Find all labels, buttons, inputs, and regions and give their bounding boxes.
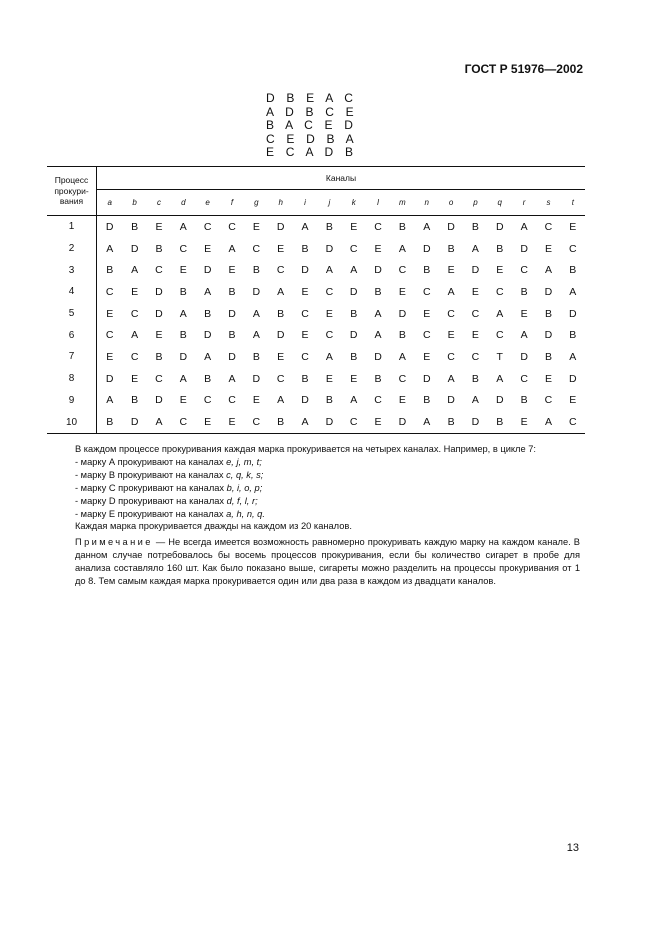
summary-line: - марку Е прокуривают на каналах a, h, n, q.: [75, 508, 265, 519]
table-cell: B: [179, 329, 187, 342]
channel-letter: s: [536, 190, 560, 216]
table-cell: A: [544, 264, 552, 277]
table-cell: B: [569, 264, 577, 277]
table-cell: D: [495, 394, 504, 407]
table-cell: B: [277, 307, 285, 320]
channel-letter: n: [415, 190, 439, 216]
table-cell: D: [203, 264, 212, 277]
table-cell: C: [447, 307, 455, 320]
table-cell: E: [195, 411, 219, 433]
table-cell: E: [398, 394, 406, 407]
table-cell: C: [398, 264, 407, 277]
table-cell: D: [390, 411, 414, 433]
channel-letter: e: [195, 190, 219, 216]
table-cell: E: [447, 329, 455, 342]
channel-letter: m: [390, 190, 414, 216]
table-cell: C: [561, 411, 585, 433]
table-cell: C: [471, 307, 480, 320]
table-cell: D: [374, 350, 382, 363]
table-cell: B: [301, 242, 309, 255]
table-cell: B: [252, 264, 260, 277]
table-cell: C: [105, 329, 114, 342]
table-cell: D: [276, 220, 285, 233]
table-cell: C: [301, 350, 309, 363]
table-cell: E: [301, 285, 309, 298]
table-cell: E: [496, 264, 504, 277]
table-cell: B: [374, 285, 382, 298]
table-cell: E: [220, 411, 244, 433]
table-cell: A: [569, 285, 577, 298]
table-cell: A: [350, 264, 358, 277]
table-cell: C: [228, 220, 236, 233]
table-cell: E: [131, 285, 139, 298]
table-cell: C: [544, 220, 553, 233]
table-cell: A: [496, 372, 504, 385]
table-cell: D: [544, 285, 553, 298]
summary-block: [75, 443, 580, 533]
table-cell: E: [155, 220, 163, 233]
table-cell: D: [463, 411, 487, 433]
table-cell: D: [155, 394, 163, 407]
table-cell: D: [520, 350, 528, 363]
channel-letter: q: [488, 190, 512, 216]
table-cell: E: [179, 394, 187, 407]
channel-letter: d: [171, 190, 195, 216]
table-cell: A: [179, 307, 187, 320]
table-cell: C: [569, 242, 577, 255]
table-cell: D: [374, 264, 382, 277]
table-cell: A: [520, 220, 528, 233]
table-cell: T: [496, 350, 503, 363]
table-cell: C: [155, 264, 163, 277]
channel-letter: j: [317, 190, 341, 216]
latin-square: [266, 92, 358, 160]
summary-closing: Каждая марка прокуривается дважды на каждом из 20 каналов.: [75, 521, 352, 532]
table-cell: D: [179, 350, 188, 363]
table-cell: D: [569, 307, 577, 320]
table-cell: E: [423, 350, 431, 363]
table-cell: B: [374, 372, 382, 385]
channel-letters-row: [47, 190, 585, 216]
table-cell: D: [155, 307, 163, 320]
process-number: 6: [47, 324, 97, 346]
table-cell: B: [204, 307, 212, 320]
table-cell: E: [277, 350, 285, 363]
page-number: 13: [566, 842, 579, 854]
table-row: [47, 238, 585, 260]
table-cell: E: [447, 264, 455, 277]
table-cell: C: [276, 264, 285, 277]
table-cell: D: [105, 220, 114, 233]
table-cell: D: [228, 307, 236, 320]
table-cell: E: [325, 307, 333, 320]
table-cell: E: [301, 329, 309, 342]
table-cell: B: [228, 285, 236, 298]
table-cell: A: [447, 372, 455, 385]
channel-letter: l: [366, 190, 390, 216]
channel-letter: i: [293, 190, 317, 216]
table-cell: E: [569, 220, 577, 233]
table-cell: B: [488, 411, 512, 433]
table-cell: E: [155, 329, 163, 342]
table-cell: A: [147, 411, 171, 433]
table-cell: E: [374, 242, 382, 255]
table-cell: C: [203, 394, 212, 407]
channel-letter: h: [269, 190, 293, 216]
table-cell: E: [520, 307, 528, 320]
table-cell: D: [422, 242, 431, 255]
channel-letter: c: [147, 190, 171, 216]
table-cell: A: [293, 411, 317, 433]
table-cell: C: [244, 411, 268, 433]
note-text: — Не всегда имеется возможность равномерно прокуривать каждую марку на каждом канале. В данном случае потребовалось бы восемь процессов прокуривания, если бы количество сигарет в пробе для анализа составляло 160 шт. Как было показано выше, сигареты можно разделить на процессы прокуривания от 1 до 8. Тем самым каждая марка прокуривается один или два раза в каждом из двадцати каналов.: [75, 537, 580, 586]
matrix-row: B A C E D: [266, 118, 358, 133]
table-cell: A: [447, 285, 455, 298]
table-cell: D: [520, 242, 528, 255]
table-cell: C: [276, 372, 285, 385]
table-cell: D: [203, 329, 212, 342]
table-cell: C: [301, 307, 309, 320]
table-cell: A: [471, 242, 479, 255]
table-cell: D: [447, 394, 455, 407]
table-cell: A: [131, 329, 139, 342]
table-cell: B: [544, 350, 552, 363]
channel-letter: f: [220, 190, 244, 216]
table-cell: C: [471, 350, 480, 363]
table-cell: A: [179, 372, 187, 385]
channel-letter: k: [342, 190, 366, 216]
table-cell: B: [544, 307, 552, 320]
table-cell: C: [228, 394, 236, 407]
process-column-header: Процесс прокури- вания: [47, 167, 97, 216]
table-cell: E: [350, 220, 358, 233]
table-cell: B: [269, 411, 293, 433]
table-cell: D: [471, 264, 480, 277]
table-cell: A: [374, 307, 382, 320]
table-cell: E: [569, 394, 577, 407]
table-cell: B: [325, 394, 333, 407]
table-cell: C: [374, 220, 382, 233]
summary-line: - марку С прокуривают на каналах b, i, o, p;: [75, 482, 263, 493]
table-cell: A: [415, 411, 439, 433]
table-cell: B: [204, 372, 212, 385]
note-paragraph: [75, 536, 580, 588]
table-cell: A: [350, 394, 358, 407]
channel-letter: p: [463, 190, 487, 216]
table-cell: E: [106, 350, 114, 363]
table-cell: E: [544, 372, 552, 385]
table-cell: E: [423, 307, 431, 320]
table-cell: A: [423, 220, 431, 233]
table-cell: D: [155, 285, 163, 298]
table-cell: A: [106, 394, 114, 407]
process-number: 2: [47, 238, 97, 260]
table-cell: B: [179, 285, 187, 298]
summary-line: - марку А прокуривают на каналах e, j, m, t;: [75, 456, 262, 467]
process-number: 1: [47, 216, 97, 238]
table-cell: B: [228, 329, 236, 342]
table-cell: B: [155, 350, 163, 363]
table-cell: A: [398, 350, 406, 363]
table-cell: D: [325, 242, 334, 255]
table-cell: D: [495, 220, 504, 233]
table-cell: E: [398, 285, 406, 298]
table-body: [47, 216, 585, 434]
table-cell: E: [544, 242, 552, 255]
matrix-row: E C A D B: [266, 145, 358, 160]
table-row: [47, 390, 585, 412]
table-cell: C: [325, 329, 334, 342]
table-cell: E: [277, 242, 285, 255]
channel-letter: t: [561, 190, 585, 216]
table-cell: B: [131, 220, 139, 233]
table-cell: A: [228, 242, 236, 255]
table-cell: E: [471, 329, 479, 342]
table-cell: E: [131, 372, 139, 385]
summary-intro: В каждом процессе прокуривания каждая марка прокуривается на четырех каналах. Например, в цикле 7:: [75, 444, 536, 454]
table-cell: A: [106, 242, 114, 255]
matrix-row: A D B C E: [266, 104, 358, 119]
table-row: [47, 411, 585, 433]
table-cell: B: [471, 372, 479, 385]
channels-header: Каналы: [97, 167, 586, 190]
table-cell: C: [495, 329, 504, 342]
summary-line: - марку D прокуривают на каналах d, f, l, r;: [75, 495, 258, 506]
table-cell: A: [471, 394, 479, 407]
table-cell: D: [349, 285, 358, 298]
table-cell: D: [105, 372, 114, 385]
table-cell: C: [252, 242, 261, 255]
table-cell: C: [130, 350, 139, 363]
channel-letter: a: [97, 190, 123, 216]
table-cell: A: [325, 350, 333, 363]
table-cell: B: [325, 220, 333, 233]
table-cell: C: [422, 285, 431, 298]
document-header: ГОСТ Р 51976—2002: [464, 62, 583, 76]
table-cell: D: [252, 372, 261, 385]
table-cell: E: [366, 411, 390, 433]
matrix-row: C E D B A: [266, 131, 358, 146]
table-cell: D: [228, 350, 236, 363]
table-cell: A: [325, 264, 333, 277]
table-cell: A: [301, 220, 309, 233]
table-cell: A: [131, 264, 139, 277]
table-row: [47, 216, 585, 238]
process-number: 7: [47, 346, 97, 368]
table-row: [47, 303, 585, 325]
table-cell: A: [398, 242, 406, 255]
table-cell: B: [106, 264, 114, 277]
process-number: 4: [47, 281, 97, 303]
table-cell: A: [204, 285, 212, 298]
table-row: [47, 281, 585, 303]
table-cell: D: [398, 307, 407, 320]
process-number: 5: [47, 303, 97, 325]
table-cell: A: [277, 285, 285, 298]
table-cell: D: [422, 372, 431, 385]
table-cell: D: [301, 394, 309, 407]
table-cell: B: [520, 285, 528, 298]
table-cell: D: [252, 285, 261, 298]
table-cell: E: [252, 394, 260, 407]
table-cell: B: [252, 350, 260, 363]
table-cell: E: [204, 242, 212, 255]
table-cell: E: [471, 285, 479, 298]
smoking-process-table: [47, 166, 585, 434]
table-cell: E: [350, 372, 358, 385]
table-cell: D: [544, 329, 553, 342]
table-cell: D: [349, 329, 358, 342]
table-cell: C: [342, 411, 366, 433]
process-number: 8: [47, 368, 97, 390]
table-cell: D: [301, 264, 309, 277]
table-cell: B: [301, 372, 309, 385]
table-cell: C: [422, 329, 431, 342]
process-number: 10: [47, 411, 97, 433]
table-cell: B: [97, 411, 123, 433]
table-cell: B: [520, 394, 528, 407]
table-cell: E: [325, 372, 333, 385]
table-cell: B: [569, 329, 577, 342]
table-cell: B: [350, 307, 358, 320]
process-number: 9: [47, 390, 97, 412]
table-cell: B: [131, 394, 139, 407]
table-cell: C: [374, 394, 382, 407]
table-cell: C: [325, 285, 334, 298]
table-cell: B: [350, 350, 358, 363]
table-cell: A: [520, 329, 528, 342]
table-cell: C: [447, 350, 455, 363]
table-cell: A: [277, 394, 285, 407]
table-cell: A: [252, 329, 260, 342]
table-cell: A: [496, 307, 504, 320]
table-cell: A: [179, 220, 187, 233]
channel-letter: b: [122, 190, 146, 216]
note-label: Примечание: [75, 537, 153, 547]
table-row: [47, 346, 585, 368]
table-cell: E: [252, 220, 260, 233]
table-cell: A: [204, 350, 212, 363]
table-cell: C: [398, 372, 407, 385]
table-cell: A: [569, 350, 577, 363]
summary-line: - марку В прокуривают на каналах c, q, k, s;: [75, 469, 264, 480]
table-cell: C: [520, 264, 528, 277]
table-cell: B: [423, 394, 431, 407]
table-cell: D: [276, 329, 285, 342]
table-cell: E: [228, 264, 236, 277]
table-cell: B: [423, 264, 431, 277]
table-cell: B: [496, 242, 504, 255]
table-cell: C: [179, 242, 188, 255]
table-cell: A: [536, 411, 560, 433]
process-number: 3: [47, 259, 97, 281]
table-cell: A: [252, 307, 260, 320]
table-cell: B: [398, 220, 406, 233]
table-cell: E: [106, 307, 114, 320]
table-cell: C: [349, 242, 358, 255]
table-cell: B: [447, 242, 455, 255]
table-cell: C: [155, 372, 163, 385]
table-cell: C: [495, 285, 504, 298]
table-cell: D: [447, 220, 455, 233]
table-cell: A: [228, 372, 236, 385]
table-cell: C: [130, 307, 139, 320]
table-row: [47, 368, 585, 390]
channel-letter: o: [439, 190, 463, 216]
channel-letter: r: [512, 190, 536, 216]
table-cell: E: [179, 264, 187, 277]
table-cell: B: [439, 411, 463, 433]
table-cell: D: [130, 242, 139, 255]
table-cell: B: [155, 242, 163, 255]
table-cell: D: [317, 411, 341, 433]
channel-letter: g: [244, 190, 268, 216]
table-cell: C: [105, 285, 114, 298]
table-cell: B: [398, 329, 406, 342]
table-cell: B: [471, 220, 479, 233]
table-cell: C: [520, 372, 528, 385]
table-row: [47, 259, 585, 281]
table-cell: D: [569, 372, 577, 385]
table-cell: C: [203, 220, 212, 233]
table-cell: E: [512, 411, 536, 433]
matrix-row: D B E A C: [266, 91, 358, 105]
table-cell: C: [544, 394, 553, 407]
table-row: [47, 324, 585, 346]
table-cell: D: [122, 411, 146, 433]
table-cell: C: [171, 411, 195, 433]
table-cell: A: [374, 329, 382, 342]
